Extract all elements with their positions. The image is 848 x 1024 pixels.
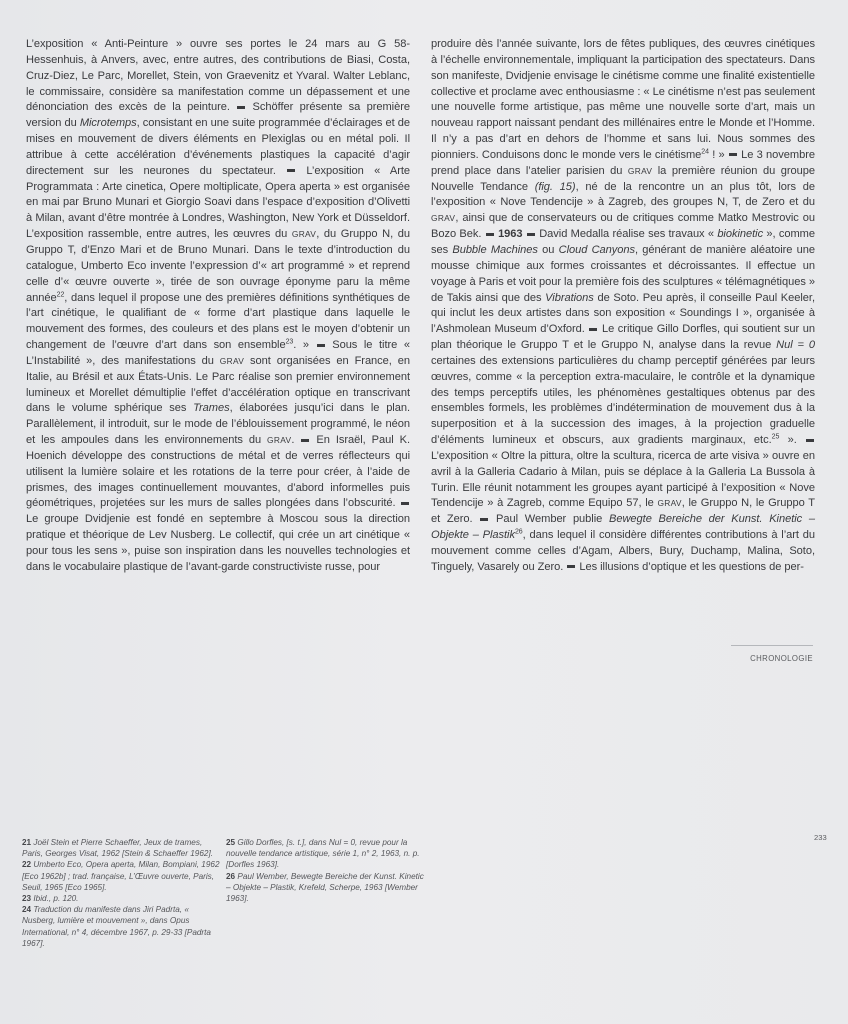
section-label: CHRONOLOGIE bbox=[750, 654, 813, 663]
footnote-ref: 26 bbox=[514, 528, 523, 536]
body-paragraph: produire dès l’année suivante, lors de fêtes publiques, des œuvres cinétiques à l’échelle environnementale, impliquant la participation des spectateurs. Dans son manifeste, Dvidjenie envisage le cinétisme comme une finalité existentielle collective et proclame avec enthousiasme : « Le cinétisme n’est pas seulement une nouvelle forme artistique, pas même une nouvelle sorte d’art, mais un nouveau rapport naissant pendant des millénaires entre le Monde et l’Homme. Il n’y a pas d’art en dehors de l’homme et sans lui. Nous sommes des pionniers. Conduisons donc le monde vers le cinétisme$^{24}$ ! » Le 3 novembre prend place dans l’atelier parisien du GRAV la première réunion du groupe Nouvelle Tendance (fig. 15), né de la rencontre un an plus tôt, lors de l’exposition « Nove Tendencije » à Zagreb, des groupes N, T, de Zero et du GRAV, ainsi que de conservateurs ou de critiques comme Matko Mestrovic ou Bozo Bek. 1963 David Medalla réalise ses travaux « biokinetic », comme ses Bubble Machines ou Cloud Canyons, générant de manière aléatoire une mousse chimique aux formes croissantes et décroissantes. Il effectue un voyage à Paris et voit pour la première fois des sculptures « télémagnétiques » de Takis ainsi que des Vibrations de Soto. Peu après, il conseille Paul Keeler, qui inclut les deux artistes dans son exposition « Soundings I », organisée à l’Ashmolean Museum d’Oxford. Le critique Gillo Dorfles, qui soutient sur un plan théorique le Gruppo T et le Gruppo N, analyse dans la revue Nul = 0 certaines des extensions particulières du champ perceptif générées par leurs œuvres, comme « la perception extra-maculaire, le contrôle et la dynamique des temps perceptifs utiles, les phénomènes gestaltiques obtenus par des ensembles formels, les problèmes d’indétermination de mouvement dus à la superposition et à la succession des images, à la projection graduelle d’éléments lumineux et obscurs, aux gradients marginaux, etc.$^{25}$ ». L’exposition « Oltre la pittura, oltre la scultura, ricerca de arte visiva » ouvre en avril à la Galleria Cadario à Milan, puis se déplace à la Galleria La Bussola à Turin. Elle réunit notamment les groupes ayant participé à l’exposition « Nove Tendencije » à Zagreb, comme Equipo 57, le GRAV, le Gruppo N, le Gruppo T et Zero. Paul Wember publie Bewegte Bereiche der Kunst. Kinetic – Objekte – Plastik$^{26}$, dans lequel il considère différentes contributions à l’art du mouvement comme celles d’Agam, Albers, Bury, Duchamp, Malina, Soto, Tinguely, Vasarely ou Zero. Les illusions d’optique et les questions de per- bbox=[431, 38, 816, 573]
separator-dash bbox=[401, 502, 409, 505]
work-title: Bewegte Bereiche der Kunst. Kinetic – Objekte – Plastik bbox=[431, 513, 815, 542]
page-number: 233 bbox=[814, 833, 827, 842]
work-title: biokinetic bbox=[717, 228, 764, 241]
section-rule bbox=[731, 645, 813, 646]
work-title: Vibrations bbox=[545, 291, 594, 304]
separator-dash bbox=[486, 233, 494, 236]
separator-dash bbox=[237, 106, 245, 109]
grav-smallcaps: GRAV bbox=[431, 213, 456, 224]
work-title: Nul = 0 bbox=[776, 339, 816, 352]
footnote: 23 Ibid., p. 120. bbox=[22, 894, 79, 904]
separator-dash bbox=[806, 439, 814, 442]
body-paragraph: L’exposition « Anti-Peinture » ouvre ses portes le 24 mars au G 58-Hessenhuis, à Anvers, avec, entre autres, des contributions de Biasi, Costa, Cruz-Diez, Le Parc, Morellet, Stein, von Graevenitz et Yvaral. Walter Leblanc, le commissaire, considère sa manifestation comme un dépassement et une dénonciation des excès de la peinture. Schöffer présente sa première version du Microtemps, consistant en une suite programmée d’éclairages et de mises en mouvement de divers éléments en Plexiglas ou en métal poli. Il attribue à cette accélération d’événements plastiques la capacité d’agir directement sur les neurones du spectateur. L’exposition « Arte Programmata : Arte cinetica, Opere moltiplicate, Opera aperta » est organisée en mai par Bruno Munari et Giorgio Soavi dans l’espace d’exposition d’Olivetti à Milan, avant d’être montrée à Londres, Washington, New York et Düsseldorf. L’exposition rassemble, entre autres, les œuvres du GRAV, du Gruppo N, du Gruppo T, d’Enzo Mari et de Bruno Munari. Dans le texte d’introduction du catalogue, Umberto Eco invente l’expression d’« art programmé » et reprend celle d’« œuvre ouverte », tirée de son ouvrage éponyme paru la même année$^{22}$, dans lequel il propose une des premières définitions synthétiques de l’art cinétique, le qualifiant de « forme d’art plastique dans laquelle le mouvement des formes, des couleurs et des plans est le moyen d’obtenir un changement de l’œuvre d’art dans son ensemble$^{23}$. » Sous le titre « L’Instabilité », des manifestations du GRAV sont organisées en France, en Italie, au Brésil et aux États-Unis. Le Parc réalise son premier environnement lumineux et Morellet démultiplie l’effet d’accélération optique en transcrivant dans le volume sphérique ses Trames, élaborées jusqu’ici dans le plan. Parallèlement, il introduit, sur le mode de l’éblouissement programmé, le néon et les ampoules dans les environnements du GRAV. En Israël, Paul K. Hoenich développe des constructions de métal et de verres réflecteurs qui utilisent la lumière solaire et les rotations de la terre pour créer, à l’aide de prismes, des images continuellement mouvantes, d’abord informelles puis géométriques, projetées sur les murs de salles plongées dans l’obscurité. Le groupe Dvidjenie est fondé en septembre à Moscou sous la direction pratique et théorique de Lev Nusberg. Le collectif, qui crée un art cinétique « pour tous les sens », puise son inspiration dans les nouvelles technologies et dans le vocabulaire plastique de l’avant-garde constructiviste russe, pour bbox=[26, 38, 411, 573]
footnote-ref: 22 bbox=[56, 290, 65, 298]
grav-smallcaps: GRAV bbox=[657, 498, 682, 509]
grav-smallcaps: GRAV bbox=[627, 165, 653, 176]
grav-smallcaps: GRAV bbox=[219, 355, 245, 366]
work-title: Cloud Canyons bbox=[558, 243, 636, 256]
footnote: 21 Joël Stein et Pierre Schaeffer, Jeux de trames, Paris, Georges Visat, 1962 [Stein & Schaeffer 1962]. bbox=[22, 838, 214, 859]
footnotes-left bbox=[22, 837, 222, 949]
right-text-column bbox=[431, 37, 815, 576]
footnote: 25 Gillo Dorfles, [s. t.], dans Nul = 0, revue pour la nouvelle tendance artistique, série 1, n° 2, 1963, n. p. [Dorfles 1963]. bbox=[226, 838, 420, 870]
footnote-ref: 24 bbox=[701, 148, 709, 156]
footnote-ref: 23 bbox=[285, 338, 294, 346]
separator-dash bbox=[589, 328, 597, 331]
separator-dash bbox=[480, 518, 488, 521]
year-heading: 1963 bbox=[498, 228, 523, 241]
figure-ref: (fig. 15) bbox=[534, 180, 576, 193]
work-title: Bubble Machines bbox=[452, 243, 538, 256]
footnote-ref: 25 bbox=[771, 433, 780, 441]
left-text-column bbox=[26, 37, 410, 576]
footnote: 24 Traduction du manifeste dans Jiri Padrta, « Nusberg, lumière et mouvement », dans Opus International, n° 4, décembre 1967, p. 29-33 [Padrta 1967]. bbox=[22, 905, 211, 948]
grav-smallcaps: GRAV bbox=[267, 435, 292, 446]
separator-dash bbox=[301, 439, 309, 442]
footnote: 22 Umberto Eco, Opera aperta, Milan, Bompiani, 1962 [Eco 1962b] ; trad. française, L’Œuvre ouverte, Paris, Seuil, 1965 [Eco 1965]. bbox=[22, 860, 220, 892]
work-title: Trames bbox=[193, 402, 230, 415]
grav-smallcaps: GRAV bbox=[291, 229, 317, 240]
separator-dash bbox=[527, 233, 535, 236]
separator-dash bbox=[287, 169, 295, 172]
separator-dash bbox=[317, 344, 325, 347]
separator-dash bbox=[729, 153, 737, 156]
separator-dash bbox=[567, 565, 575, 568]
work-title: Microtemps bbox=[79, 117, 137, 130]
footnote: 26 Paul Wember, Bewegte Bereiche der Kunst. Kinetic – Objekte – Plastik, Krefeld, Scherpe, 1963 [Wember 1963]. bbox=[226, 871, 424, 904]
footnotes-right bbox=[226, 837, 426, 904]
